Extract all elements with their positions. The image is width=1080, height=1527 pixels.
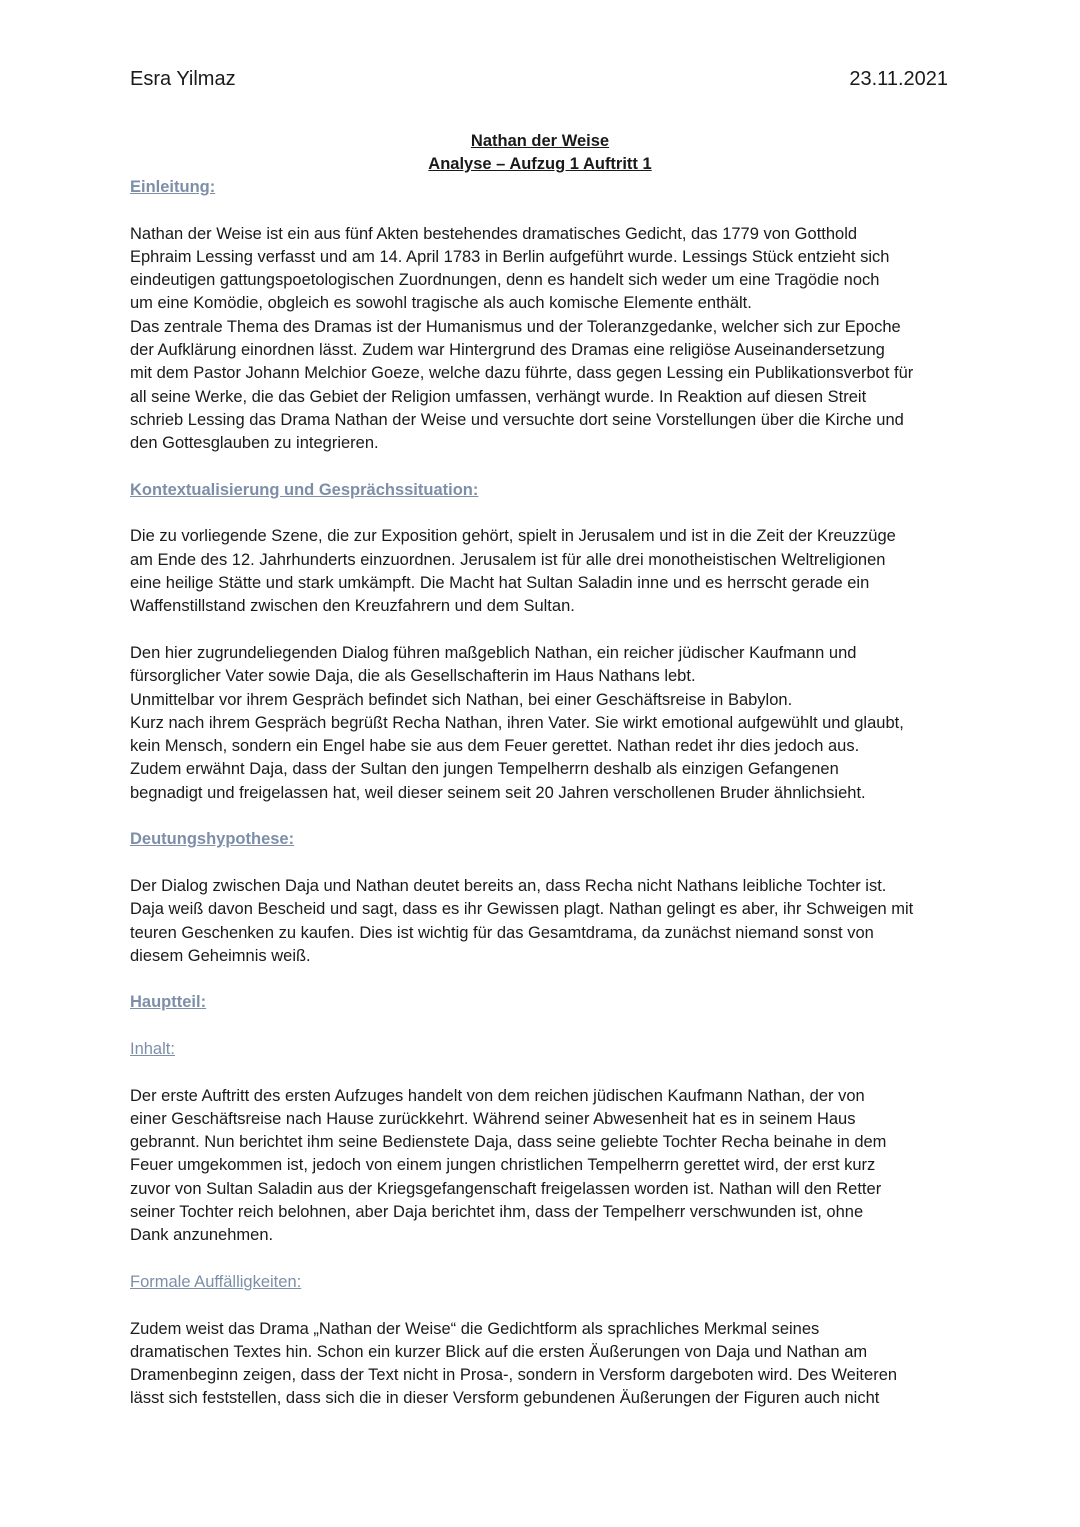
heading-deutung: Deutungshypothese:	[130, 830, 295, 849]
text-line: Dank anzunehmen.	[130, 1226, 274, 1245]
text-line: Waffenstillstand zwischen den Kreuzfahrern und dem Sultan.	[130, 597, 575, 616]
heading-einleitung: Einleitung:	[130, 178, 216, 196]
title-line-1: Nathan der Weise	[470, 132, 610, 150]
text-line: Die zu vorliegende Szene, die zur Exposition gehört, spielt in Jerusalem und ist in die Zeit der Kreuzzüge	[130, 527, 896, 546]
text-line: eine heilige Stätte und stark umkämpft. Die Macht hat Sultan Saladin inne und es herrscht gerade ein	[130, 574, 870, 593]
text-line: Kurz nach ihrem Gespräch begrüßt Recha Nathan, ihren Vater. Sie wirkt emotional aufgewühlt und glaubt,	[130, 713, 904, 732]
paragraph-inhalt	[130, 1085, 960, 1248]
text-line: all seine Werke, die das Gebiet der Religion umfassen, verhängt wurde. In Reaktion auf diesen Streit	[130, 387, 867, 406]
text-line: Zudem weist das Drama „Nathan der Weise“ die Gedichtform als sprachliches Merkmal seines	[130, 1319, 820, 1338]
text-line: Den hier zugrundeliegenden Dialog führen maßgeblich Nathan, ein reicher jüdischer Kaufmann und	[130, 643, 857, 662]
heading-formal: Formale Auffälligkeiten:	[130, 1272, 302, 1291]
text-line: kein Mensch, sondern ein Engel habe sie aus dem Feuer gerettet. Nathan redet ihr dies jedoch aus.	[130, 737, 860, 756]
text-line: Dramenbeginn zeigen, dass der Text nicht in Prosa-, sondern in Versform dargeboten wird. Des Weiteren	[130, 1366, 898, 1385]
text-line: dramatischen Textes hin. Schon ein kurzer Blick auf die ersten Äußerungen von Daja und Nathan am	[130, 1342, 868, 1361]
text-line: mit dem Pastor Johann Melchior Goeze, welche dazu führte, dass gegen Lessing ein Publikationsverbot für	[130, 364, 914, 383]
text-line: einer Geschäftsreise nach Hause zurückkehrt. Während seiner Abwesenheit hat es in seinem Haus	[130, 1109, 856, 1128]
document-title	[130, 130, 950, 176]
text-line: zuvor von Sultan Saladin aus der Kriegsgefangenschaft freigelassen worden ist. Nathan will den Retter	[130, 1179, 882, 1198]
text-line: Der Dialog zwischen Daja und Nathan deutet bereits an, dass Recha nicht Nathans leibliche Tochter ist.	[130, 876, 887, 895]
paragraph-einleitung	[130, 223, 960, 456]
heading-inhalt: Inhalt:	[130, 1039, 175, 1058]
text-line: der Aufklärung einordnen lässt. Zudem war Hintergrund des Dramas eine religiöse Auseinandersetzung	[130, 341, 885, 360]
text-line: fürsorglicher Vater sowie Daja, die als Gesellschafterin im Haus Nathans lebt.	[130, 667, 696, 686]
text-line: seiner Tochter reich belohnen, aber Daja berichtet ihm, dass der Tempelherr verschwunden ist, ohne	[130, 1203, 864, 1222]
text-line: eindeutigen gattungspoetologischen Zuordnungen, denn es handelt sich weder um eine Tragödie noch	[130, 271, 880, 290]
text-line: Ephraim Lessing verfasst und am 14. April 1783 in Berlin aufgeführt wurde. Lessings Stück entzieht sich	[130, 247, 890, 266]
author-name: Esra Yilmaz	[130, 68, 236, 90]
text-line: schrieb Lessing das Drama Nathan der Weise und versuchte dort seine Vorstellungen über die Kirche und	[130, 410, 904, 429]
text-line: Daja weiß davon Bescheid und sagt, dass es ihr Gewissen plagt. Nathan gelingt es aber, ihr Schweigen mit	[130, 900, 914, 919]
text-line: diesem Geheimnis weiß.	[130, 946, 311, 965]
text-line: Das zentrale Thema des Dramas ist der Humanismus und der Toleranzgedanke, welcher sich zur Epoche	[130, 317, 901, 336]
text-line: gebrannt. Nun berichtet ihm seine Bedienstete Daja, dass seine geliebte Tochter Recha beinahe in dem	[130, 1133, 887, 1152]
title-line-2: Analyse – Aufzug 1 Auftritt 1	[428, 155, 652, 173]
text-line: lässt sich feststellen, dass sich die in dieser Versform gebundenen Äußerungen der Figuren auch nicht	[130, 1389, 880, 1408]
text-line: Unmittelbar vor ihrem Gespräch befindet sich Nathan, bei einer Geschäftsreise in Babylon.	[130, 690, 793, 709]
text-line: Der erste Auftritt des ersten Aufzuges handelt von dem reichen jüdischen Kaufmann Nathan, der von	[130, 1086, 865, 1105]
paragraph-kontext-1	[130, 525, 960, 618]
paragraph-kontext-2	[130, 642, 960, 805]
text-line: Nathan der Weise ist ein aus fünf Akten bestehendes dramatisches Gedicht, das 1779 von Gotthold	[130, 224, 858, 243]
text-line: Zudem erwähnt Daja, dass der Sultan den jungen Tempelherrn deshalb als einzigen Gefangenen	[130, 760, 839, 779]
heading-hauptteil: Hauptteil:	[130, 993, 207, 1012]
text-line: um eine Komödie, obgleich es sowohl tragische als auch komische Elemente enthält.	[130, 294, 752, 313]
heading-kontext: Kontextualisierung und Gesprächssituation:	[130, 480, 479, 499]
text-line: begnadigt und freigelassen hat, weil dieser seinem seit 20 Jahren verschollenen Bruder ähnlichsieht.	[130, 783, 866, 802]
text-line: den Gottesglauben zu integrieren.	[130, 434, 379, 453]
paragraph-formal	[130, 1318, 960, 1411]
text-line: teuren Geschenken zu kaufen. Dies ist wichtig für das Gesamtdrama, da zunächst niemand sonst von	[130, 923, 874, 942]
paragraph-deutung	[130, 875, 960, 968]
text-line: Feuer umgekommen ist, jedoch von einem jungen christlichen Tempelherrn gerettet wird, der erst kurz	[130, 1156, 876, 1175]
text-line: am Ende des 12. Jahrhunderts einzuordnen. Jerusalem ist für alle drei monotheistischen Weltreligionen	[130, 550, 886, 569]
document-date: 23.11.2021	[849, 68, 948, 90]
document-body	[130, 176, 960, 1411]
